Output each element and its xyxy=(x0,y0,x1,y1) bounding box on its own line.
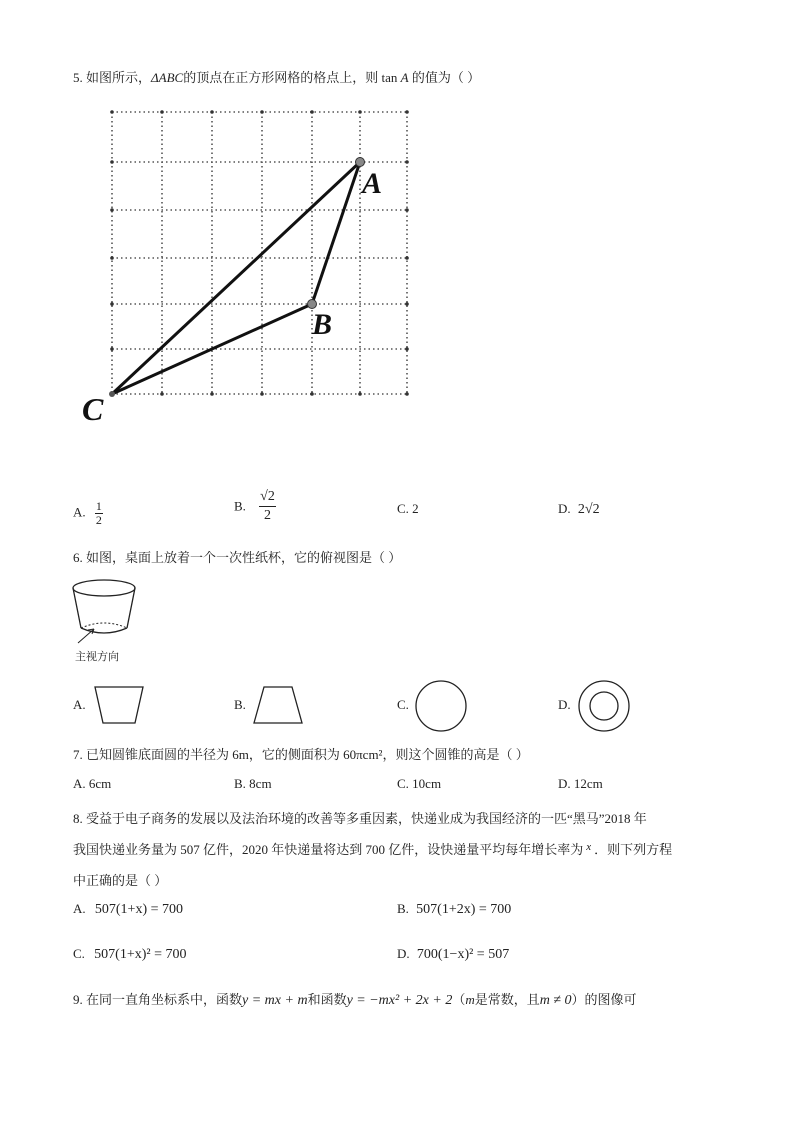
q6-option-a-label[interactable]: A. xyxy=(73,697,86,712)
option-c-circle-icon[interactable] xyxy=(414,679,468,733)
q8-stem-line3: 中正确的是（ ） xyxy=(73,873,168,888)
segment-ca xyxy=(112,162,360,394)
q5-option-c[interactable]: C. 2 xyxy=(397,501,419,516)
q8-stem-line1: 8. 受益于电子商务的发展以及法治环境的改善等多重因素，快递业成为我国经济的一匹“黑马”2018 年 xyxy=(73,811,647,826)
q8-option-d[interactable]: D. 700(1−x)² = 507 xyxy=(397,946,510,962)
q9-stem: 9. 在同一直角坐标系中，函数y = mx + m和函数y = −mx² + 2x + 2（m是常数，且m ≠ 0）的图像可 xyxy=(73,992,637,1008)
q8-option-b[interactable]: B. 507(1+2x) = 700 xyxy=(397,901,512,917)
fraction-sqrt2-over-2: $\frac{√2}{2}$ xyxy=(260,489,275,523)
q6-option-d-label[interactable]: D. xyxy=(558,697,571,712)
q7-option-b[interactable]: B. 8cm xyxy=(234,776,272,791)
q6-option-b-label[interactable]: B. xyxy=(234,697,246,712)
direction-label: 主视方向 xyxy=(75,650,119,663)
q6-stem: 6. 如图，桌面上放着一个一次性纸杯，它的俯视图是（ ） xyxy=(73,550,402,565)
q8-option-a[interactable]: A. 507(1+x) = 700 xyxy=(73,901,184,917)
fraction-half: $\frac{1}{2}$ xyxy=(95,499,102,527)
q5-grid-figure xyxy=(70,100,430,435)
option-a-trapezoid-icon[interactable] xyxy=(93,685,145,725)
q5-option-b[interactable]: B. $\frac{√2}{2}$ xyxy=(234,489,275,523)
label-b: B xyxy=(312,308,333,341)
q5-option-a[interactable]: A. $\frac{1}{2}$ xyxy=(73,499,102,527)
option-d-concentric-circles-icon[interactable] xyxy=(576,679,632,733)
point-a xyxy=(356,158,365,167)
option-b-trapezoid-icon[interactable] xyxy=(252,685,304,725)
label-c: C xyxy=(82,391,104,427)
q7-option-c[interactable]: C. 10cm xyxy=(397,776,442,791)
q7-option-d[interactable]: D. 12cm xyxy=(558,776,603,791)
q7-stem: 7. 已知圆锥底面圆的半径为 6m，它的侧面积为 60πcm²，则这个圆锥的高是（ ） xyxy=(73,747,529,762)
q6-option-c-label[interactable]: C. xyxy=(397,697,409,712)
paper-cup-figure xyxy=(66,576,146,646)
q5-option-d[interactable]: D. 2√2 xyxy=(558,501,600,517)
segment-bc xyxy=(112,304,312,394)
q8-option-c[interactable]: C. 507(1+x)² = 700 xyxy=(73,946,187,962)
q8-stem-line2: 我国快递业务量为 507 亿件，2020 年快递量将达到 700 亿件，设快递量平均每年增长率为 $^x$ ．则下列方程 xyxy=(73,841,673,857)
label-a: A xyxy=(362,167,383,200)
q5-stem: 5. 如图所示，ΔABC的顶点在正方形网格的格点上，则 tan A 的值为（ ） xyxy=(73,70,481,85)
q7-option-a[interactable]: A. 6cm xyxy=(73,776,112,791)
point-c xyxy=(109,391,115,397)
